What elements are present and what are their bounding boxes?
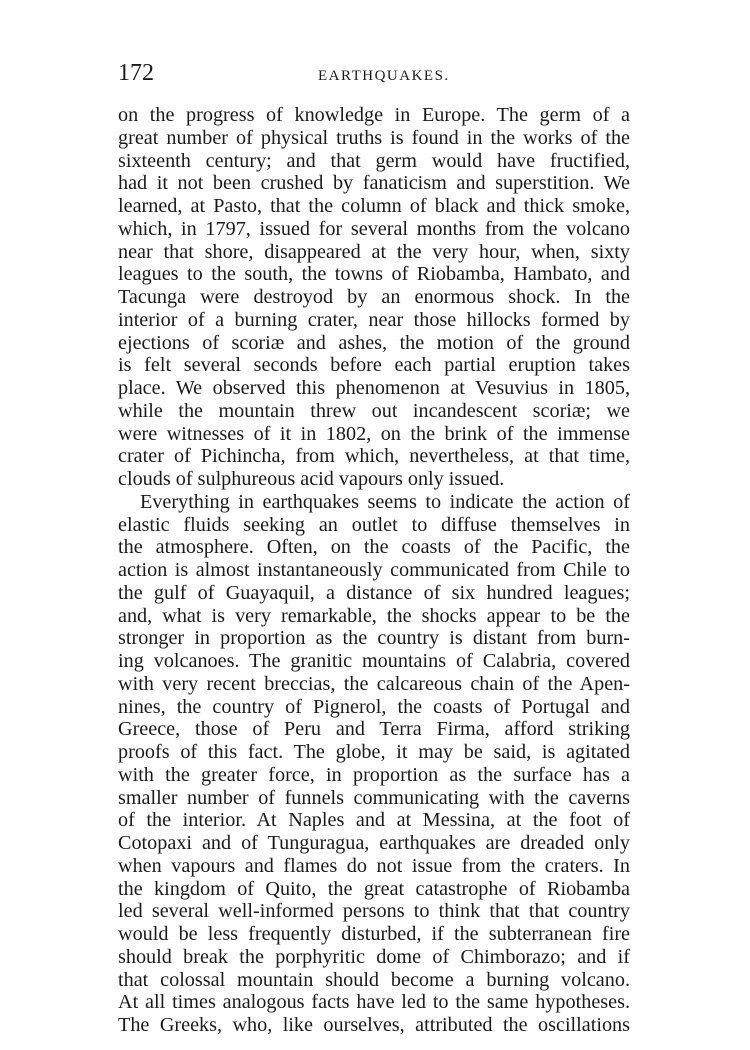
text-line: which, in 1797, issued for several months from the volcano xyxy=(118,217,630,240)
text-line: that colossal mountain should become a burning volcano. xyxy=(118,968,630,991)
text-line: of the interior. At Naples and at Messina, at the foot of xyxy=(118,809,630,832)
text-line: elastic fluids seeking an outlet to diffuse themselves in xyxy=(118,513,630,536)
text-line: stronger in proportion as the country is distant from burn- xyxy=(118,627,630,650)
text-line: proofs of this fact. The globe, it may be said, is agitated xyxy=(118,741,630,763)
text-line: the kingdom of Quito, the great catastrophe of Riobamba xyxy=(118,877,630,900)
text-line: on the progress of knowledge in Europe. The germ of a xyxy=(118,104,630,126)
text-line: sixteenth century; and that germ would have fructified, xyxy=(118,149,630,172)
text-line: smaller number of funnels communicating with the caverns xyxy=(118,786,630,809)
paragraph xyxy=(118,491,630,1037)
paragraph xyxy=(118,104,630,491)
text-line: At all times analogous facts have led to the same hypotheses. xyxy=(118,991,630,1014)
text-line: the atmosphere. Often, on the coasts of the Pacific, the xyxy=(118,536,630,559)
text-line: great number of physical truths is found in the works of the xyxy=(118,126,630,149)
text-line: were witnesses of it in 1802, on the brink of the immense xyxy=(118,422,630,445)
text-line: while the mountain threw out incandescent scoriæ; we xyxy=(118,399,630,422)
text-line: The Greeks, who, like ourselves, attributed the oscillations xyxy=(118,1014,630,1036)
text-line: had it not been crushed by fanaticism and superstition. We xyxy=(118,172,630,195)
text-line: led several well-informed persons to think that that country xyxy=(118,900,630,923)
text-line: would be less frequently disturbed, if the subterranean fire xyxy=(118,923,630,945)
text-line: should break the porphyritic dome of Chimborazo; and if xyxy=(118,945,630,968)
text-line: leagues to the south, the towns of Riobamba, Hambato, and xyxy=(118,263,630,286)
text-line: is felt several seconds before each partial eruption takes xyxy=(118,354,630,377)
text-line: near that shore, disappeared at the very hour, when, sixty xyxy=(118,240,630,263)
text-line: and, what is very remarkable, the shocks appear to be the xyxy=(118,604,630,627)
text-line: with very recent breccias, the calcareous chain of the Apen- xyxy=(118,672,630,695)
text-line: action is almost instantaneously communicated from Chile to xyxy=(118,559,630,581)
page-header xyxy=(118,58,630,92)
text-line: interior of a burning crater, near those hillocks formed by xyxy=(118,308,630,331)
text-line: when vapours and flames do not issue from the craters. In xyxy=(118,854,630,877)
text-line: ing volcanoes. The granitic mountains of Calabria, covered xyxy=(118,650,630,672)
running-head: EARTHQUAKES. xyxy=(318,68,450,84)
text-line: crater of Pichincha, from which, nevertheless, at that time, xyxy=(118,445,630,468)
text-line: place. We observed this phenomenon at Vesuvius in 1805, xyxy=(118,377,630,399)
text-line: learned, at Pasto, that the column of black and thick smoke, xyxy=(118,195,630,217)
text-line: Greece, those of Peru and Terra Firma, afford striking xyxy=(118,718,630,741)
text-line: with the greater force, in proportion as the surface has a xyxy=(118,763,630,786)
text-line: ejections of scoriæ and ashes, the motion of the ground xyxy=(118,331,630,354)
text-line: clouds of sulphureous acid vapours only issued. xyxy=(118,468,505,490)
page-number: 172 xyxy=(118,60,154,86)
text-line: the gulf of Guayaquil, a distance of six hundred leagues; xyxy=(118,581,630,604)
text-line: Tacunga were destroyod by an enormous shock. In the xyxy=(118,286,630,308)
text-line: nines, the country of Pignerol, the coasts of Portugal and xyxy=(118,695,630,718)
text-line: Everything in earthquakes seems to indicate the action of xyxy=(140,490,630,513)
text-line: Cotopaxi and of Tunguragua, earthquakes are dreaded only xyxy=(118,832,630,854)
body-text xyxy=(118,104,630,1037)
